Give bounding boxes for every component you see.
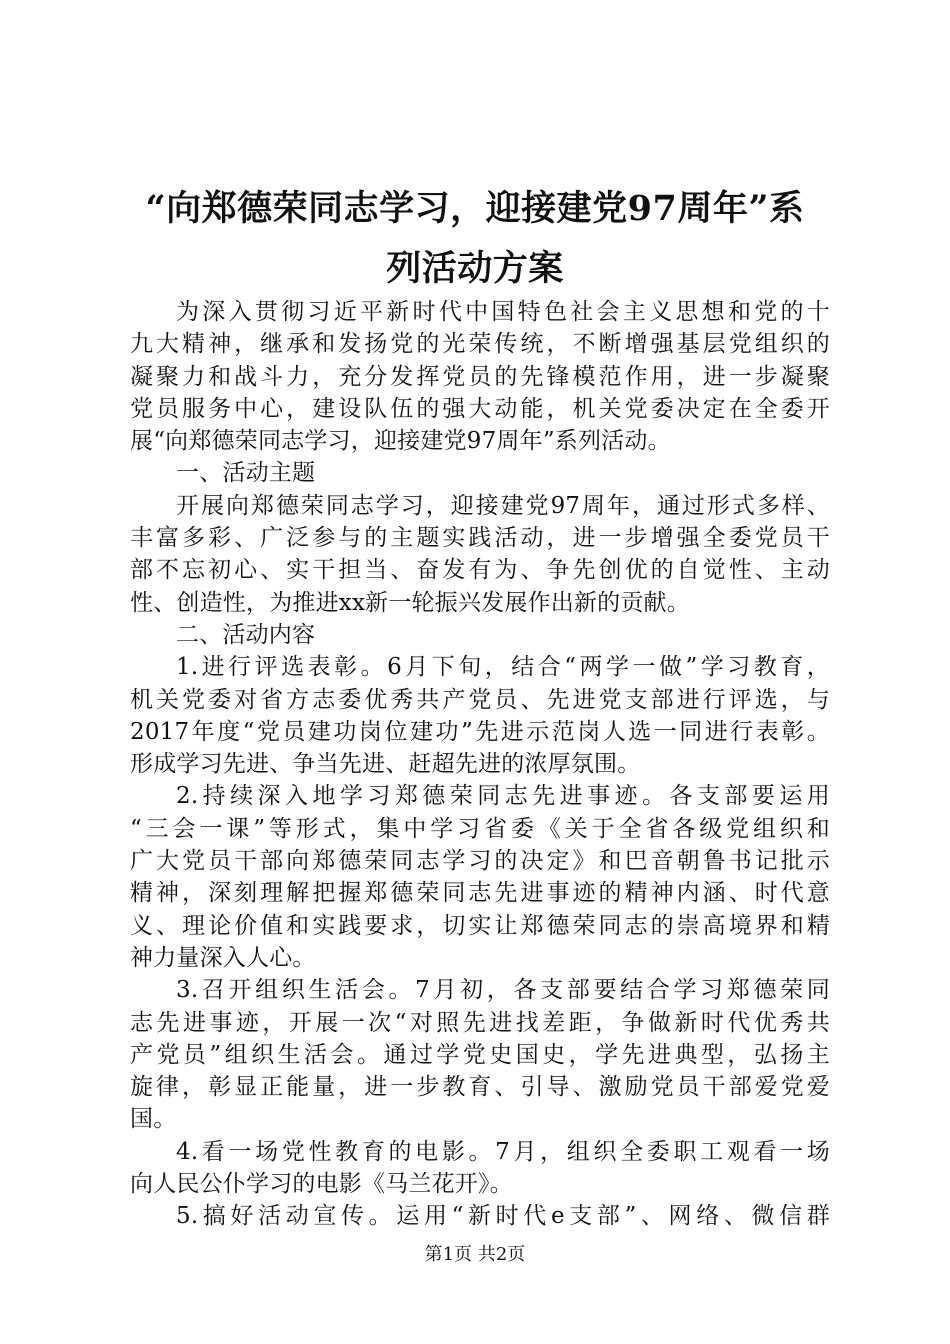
text-line: 旋律，彰显正能量，进一步教育、引导、激励党员干部爱党爱 <box>130 1074 830 1101</box>
text-line: 义、理论价值和实践要求，切实让郑德荣同志的崇高境界和精 <box>130 912 830 939</box>
text-line: 志先进事迹，开展一次“对照先进找差距，争做新时代优秀共 <box>130 1009 830 1036</box>
text-line: 凝聚力和战斗力，充分发挥党员的先锋模范作用，进一步凝聚 <box>130 363 830 390</box>
text-line: 机关党委对省方志委优秀共产党员、先进党支部进行评选，与 <box>130 686 830 713</box>
document-body <box>130 296 830 1233</box>
text-line: 九大精神，继承和发扬党的光荣传统，不断增强基层党组织的 <box>130 331 830 358</box>
text-line: 5.搞好活动宣传。运用“新时代e支部”、网络、微信群 <box>176 1203 830 1230</box>
text-line: 二、活动内容 <box>176 621 316 648</box>
text-line: 国。 <box>130 1106 177 1133</box>
text-line: 开展向郑德荣同志学习，迎接建党97周年，通过形式多样、 <box>176 492 830 519</box>
text-line: 党员服务中心，建设队伍的强大动能，机关党委决定在全委开 <box>130 395 830 422</box>
text-line: 产党员”组织生活会。通过学党史国史，学先进典型，弘扬主 <box>130 1041 830 1068</box>
text-line: 广大党员干部向郑德荣同志学习的决定》和巴音朝鲁书记批示 <box>130 848 830 875</box>
text-line: 展“向郑德荣同志学习，迎接建党97周年”系列活动。 <box>130 428 671 455</box>
text-line: 3.召开组织生活会。7月初，各支部要结合学习郑德荣同 <box>176 977 830 1004</box>
page-footer: 第1页 共2页 <box>424 1244 526 1265</box>
text-line: 部不忘初心、实干担当、奋发有为、争先创优的自觉性、主动 <box>130 557 830 584</box>
text-line: 为深入贯彻习近平新时代中国特色社会主义思想和党的十 <box>176 299 830 325</box>
document-title-line-2: 列活动方案 <box>386 248 564 289</box>
text-line: “三会一课”等形式，集中学习省委《关于全省各级党组织和 <box>130 815 830 842</box>
text-line: 精神，深刻理解把握郑德荣同志先进事迹的精神内涵、时代意 <box>130 880 830 907</box>
text-line: 1.进行评选表彰。6月下旬，结合“两学一做”学习教育， <box>176 654 830 681</box>
text-line: 4.看一场党性教育的电影。7月，组织全委职工观看一场 <box>176 1138 830 1165</box>
text-line: 形成学习先进、争当先进、赶超先进的浓厚氛围。 <box>130 751 641 778</box>
text-line: 丰富多彩、广泛参与的主题实践活动，进一步增强全委党员干 <box>130 525 830 552</box>
document-title-line-1: “向郑德荣同志学习，迎接建党97周年”系 <box>145 188 805 229</box>
text-line: 2.持续深入地学习郑德荣同志先进事迹。各支部要运用 <box>176 783 830 810</box>
text-line: 向人民公仆学习的电影《马兰花开》。 <box>130 1171 513 1198</box>
text-line: 一、活动主题 <box>176 460 316 487</box>
text-line: 2017年度“党员建功岗位建功”先进示范岗人选一同进行表彰。 <box>130 718 830 745</box>
text-line: 性、创造性，为推进xx新一轮振兴发展作出新的贡献。 <box>130 589 690 616</box>
text-line: 神力量深入人心。 <box>130 944 316 971</box>
